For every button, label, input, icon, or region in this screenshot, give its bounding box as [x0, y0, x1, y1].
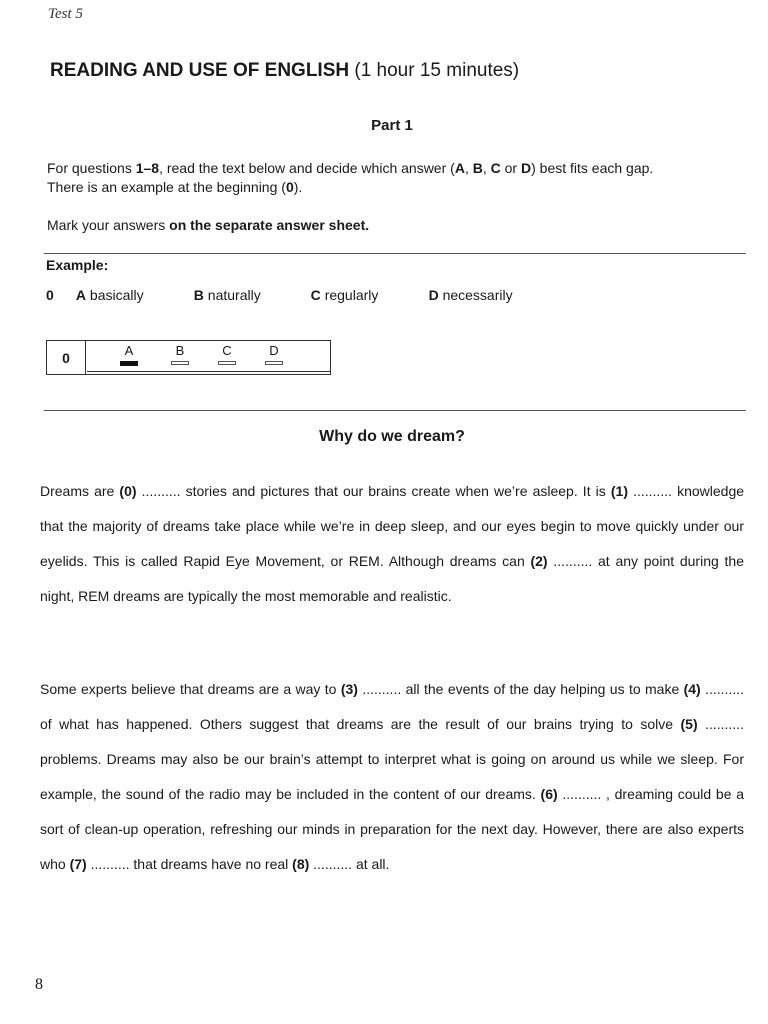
passage-paragraph-1	[40, 474, 744, 614]
test-label: Test 5	[48, 6, 83, 22]
text-run: Some experts believe that dreams are a way to	[40, 681, 341, 697]
gap-number: (2)	[530, 553, 548, 569]
example-number: 0	[46, 287, 54, 303]
instr-text: ).	[293, 179, 303, 195]
gap-blank[interactable]: ..........	[633, 483, 672, 499]
option-letter: B	[193, 287, 204, 303]
gap-blank[interactable]: ..........	[90, 856, 130, 872]
answer-letter: C	[222, 343, 232, 358]
gap-blank[interactable]: ..........	[705, 716, 744, 732]
option-text: basically	[89, 287, 144, 303]
answer-mark	[265, 361, 283, 365]
instr-text: There is an example at the beginning (	[47, 179, 286, 195]
answer-box-options	[87, 341, 330, 372]
example-option-a	[76, 287, 190, 303]
answer-option-c[interactable]	[215, 343, 239, 365]
answer-letter: D	[269, 343, 279, 358]
gap-number: (5)	[680, 716, 698, 732]
gap-number: (8)	[292, 856, 310, 872]
example-options	[46, 287, 513, 303]
text-run: of what has happened. Others suggest that dreams are the result of our brains trying to solve	[40, 716, 681, 732]
gap-number: (7)	[69, 856, 87, 872]
example-option-c	[311, 287, 425, 303]
gap-blank[interactable]: ..........	[562, 786, 602, 802]
answer-option-d[interactable]	[262, 343, 286, 365]
option-text: necessarily	[442, 287, 513, 303]
answer-mark	[218, 361, 236, 365]
example-option-d	[429, 287, 513, 303]
gap-number: (6)	[540, 786, 558, 802]
gap-blank[interactable]: ..........	[362, 681, 402, 697]
answer-letter: B	[175, 343, 185, 358]
gap-blank[interactable]: ..........	[705, 681, 745, 697]
gap-blank[interactable]: ..........	[553, 553, 593, 569]
instr-bold: on the separate answer sheet.	[169, 217, 370, 233]
text-run: knowledge that the majority of dreams take place while we’re in deep sleep, and our eyes begin to move quickly under our eyelids. This is called Rapid Eye Movement, or REM. Although dreams can	[40, 483, 745, 569]
example-answer-box	[46, 340, 331, 375]
instr-text: For questions	[47, 160, 136, 176]
option-text: regularly	[324, 287, 379, 303]
gap-number: (4)	[683, 681, 701, 697]
instr-letter: B	[472, 160, 483, 176]
answer-mark-filled	[120, 361, 138, 366]
text-run: Dreams are	[40, 483, 120, 499]
example-option-b	[194, 287, 307, 303]
example-title: Example:	[46, 257, 109, 273]
instr-text: , read the text below and decide which answer (	[159, 160, 455, 176]
divider	[44, 410, 746, 411]
part-title: Part 1	[371, 117, 413, 134]
option-letter: A	[75, 287, 87, 303]
answer-option-a[interactable]	[117, 343, 141, 366]
text-run: at any point during the night, REM dreams are typically the most memorable and realistic.	[40, 553, 744, 604]
paragraph-text	[40, 474, 744, 614]
paragraph-text	[40, 672, 744, 882]
gap-number: (0)	[119, 483, 137, 499]
instr-text: or	[500, 160, 521, 176]
text-run: all the events of the day helping us to make	[401, 681, 684, 697]
instr-example-num: 0	[285, 179, 294, 195]
gap-blank[interactable]: ..........	[313, 856, 353, 872]
option-letter: C	[310, 287, 321, 303]
answer-mark	[171, 361, 189, 365]
instr-text: ) best fits each gap.	[531, 160, 654, 176]
divider	[44, 253, 746, 254]
page-number: 8	[35, 976, 43, 993]
passage-paragraph-2	[40, 672, 744, 882]
gap-number: (1)	[610, 483, 628, 499]
instr-letter: D	[520, 160, 532, 176]
gap-blank[interactable]: ..........	[141, 483, 181, 499]
passage-title: Why do we dream?	[319, 428, 465, 445]
section-heading	[50, 60, 519, 82]
text-run: that dreams have no real	[129, 856, 293, 872]
answer-letter: A	[124, 343, 134, 358]
instr-letter: A	[454, 160, 465, 176]
mark-instruction	[47, 216, 757, 235]
text-run: stories and pictures that our brains create when we’re asleep. It is	[180, 483, 611, 499]
option-letter: D	[428, 287, 439, 303]
instr-text: Mark your answers	[47, 217, 170, 233]
section-duration: (1 hour 15 minutes)	[354, 60, 520, 81]
option-text: naturally	[207, 287, 261, 303]
answer-option-b[interactable]	[168, 343, 192, 365]
text-run: , dreaming could be a sort of clean-up operation, refreshing our minds in preparation for the next day. However, there are also experts who	[40, 786, 745, 872]
instr-range: 1–8	[135, 160, 160, 176]
instr-letter: C	[490, 160, 501, 176]
gap-number: (3)	[340, 681, 358, 697]
text-run: at all.	[352, 856, 390, 872]
answer-box-number: 0	[47, 341, 86, 374]
instructions: For questions 1–8, read the text below and decide which answer (A, B, C or D) best fits each gap. There is an example at the beginning (0).	[47, 160, 654, 195]
text-run: problems. Dreams may also be our brain’s attempt to interpret what is going on around us while we sleep. For example, the sound of the radio may be included in the content of our dreams.	[40, 751, 744, 802]
section-title: READING AND USE OF ENGLISH	[50, 60, 350, 81]
